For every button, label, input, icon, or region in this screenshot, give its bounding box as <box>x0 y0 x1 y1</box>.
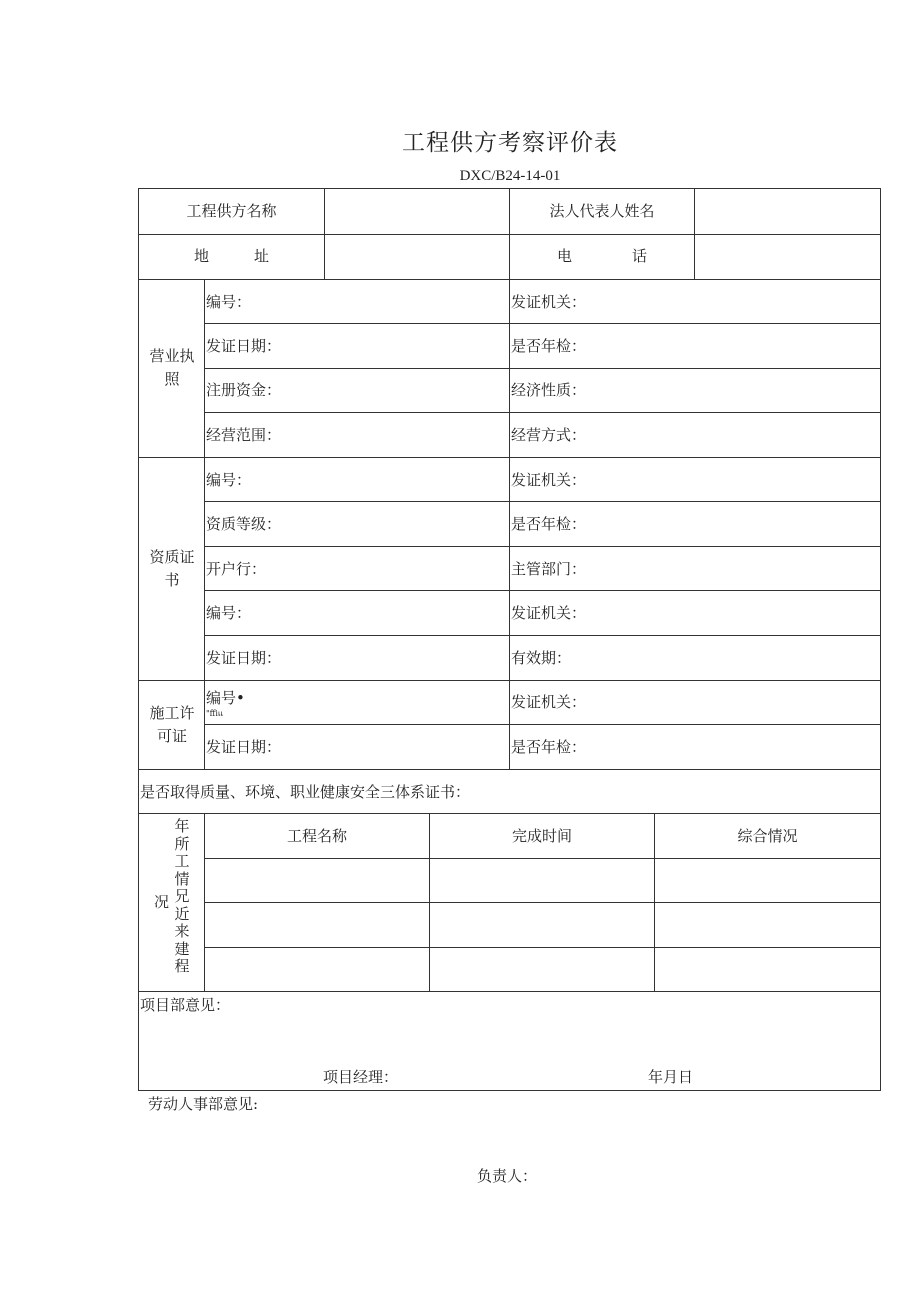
qualification-section-label: 资质证 书 <box>149 548 195 589</box>
row-line <box>204 546 881 547</box>
document-title: 工程供方考察评价表 <box>402 130 618 156</box>
col-line <box>204 279 205 769</box>
qualification-issuer-label: 发证机关： <box>511 471 587 489</box>
validity-label: 有效期： <box>511 649 572 667</box>
phone-field[interactable] <box>695 235 880 279</box>
project-dept-opinion-label: 项目部意见： <box>140 996 231 1014</box>
row-line <box>204 412 881 413</box>
completion-time-header: 完成时间 <box>511 827 572 845</box>
bank-label: 开户行： <box>206 560 267 578</box>
construction-permit-section-label: 施工许 可证 <box>149 704 195 745</box>
permit-annual-check-label: 是否年检： <box>511 738 587 756</box>
economic-nature-label: 经济性质： <box>511 381 587 399</box>
license-issuer-label: 发证机关： <box>511 293 587 311</box>
hr-dept-opinion-label: 劳动人事部意见: <box>148 1095 259 1113</box>
form-border-bottom <box>138 1090 881 1091</box>
certificate-number-label: 编号： <box>206 604 252 622</box>
project-manager-label: 项目经理： <box>323 1068 399 1086</box>
permit-issuer-label: 发证机关： <box>511 693 587 711</box>
form-border-right <box>880 188 881 1091</box>
legal-rep-label: 法人代表人姓名 <box>549 202 655 220</box>
authority-dept-label: 主管部门： <box>511 560 587 578</box>
project-date-label: 年月日 <box>648 1068 694 1086</box>
business-license-section-label: 营业执 照 <box>149 347 195 388</box>
row-line <box>138 813 881 814</box>
responsible-person-label: 负责人： <box>477 1167 538 1185</box>
row-line <box>138 769 881 770</box>
project-name-header: 工程名称 <box>286 827 347 845</box>
license-annual-check-label: 是否年检： <box>511 337 587 355</box>
row-line <box>204 368 881 369</box>
phone-label: 电 话 <box>556 247 647 265</box>
legal-rep-field[interactable] <box>695 189 880 234</box>
certificate-issuer-label: 发证机关： <box>511 604 587 622</box>
permit-issue-date-label: 发证日期： <box>206 738 282 756</box>
row-line <box>204 724 881 725</box>
supplier-name-label: 工程供方名称 <box>186 202 277 220</box>
col-line <box>509 188 510 769</box>
row-line <box>204 947 881 948</box>
recent-projects-label-col1: 年所工情兄近来建程 <box>174 817 190 975</box>
recent-projects-label-col2: 况 <box>154 893 170 911</box>
permit-number-artifact: "ffiแ <box>206 709 224 718</box>
three-systems-certificate-label: 是否取得质量、环境、职业健康安全三体系证书： <box>140 783 471 801</box>
certificate-issue-date-label: 发证日期： <box>206 649 282 667</box>
license-issue-date-label: 发证日期： <box>206 337 282 355</box>
qualification-number-label: 编号： <box>206 471 252 489</box>
registered-capital-label: 注册资金： <box>206 381 282 399</box>
address-label: 地 址 <box>193 247 269 265</box>
business-mode-label: 经营方式： <box>511 426 587 444</box>
row-line <box>204 501 881 502</box>
row-line <box>138 991 881 992</box>
row-line <box>204 635 881 636</box>
row-line <box>204 323 881 324</box>
permit-number-label: 编号• <box>206 689 245 707</box>
row-line <box>204 902 881 903</box>
qualification-grade-label: 资质等级： <box>206 515 282 533</box>
license-number-label: 编号： <box>206 293 252 311</box>
supplier-name-field[interactable] <box>325 189 509 234</box>
form-border-left <box>138 188 139 1091</box>
address-field[interactable] <box>325 235 509 279</box>
row-line <box>204 590 881 591</box>
business-scope-label: 经营范围： <box>206 426 282 444</box>
overall-status-header: 综合情况 <box>737 827 798 845</box>
row-line <box>204 858 881 859</box>
document-code: DXC/B24-14-01 <box>459 168 561 184</box>
qualification-annual-check-label: 是否年检： <box>511 515 587 533</box>
